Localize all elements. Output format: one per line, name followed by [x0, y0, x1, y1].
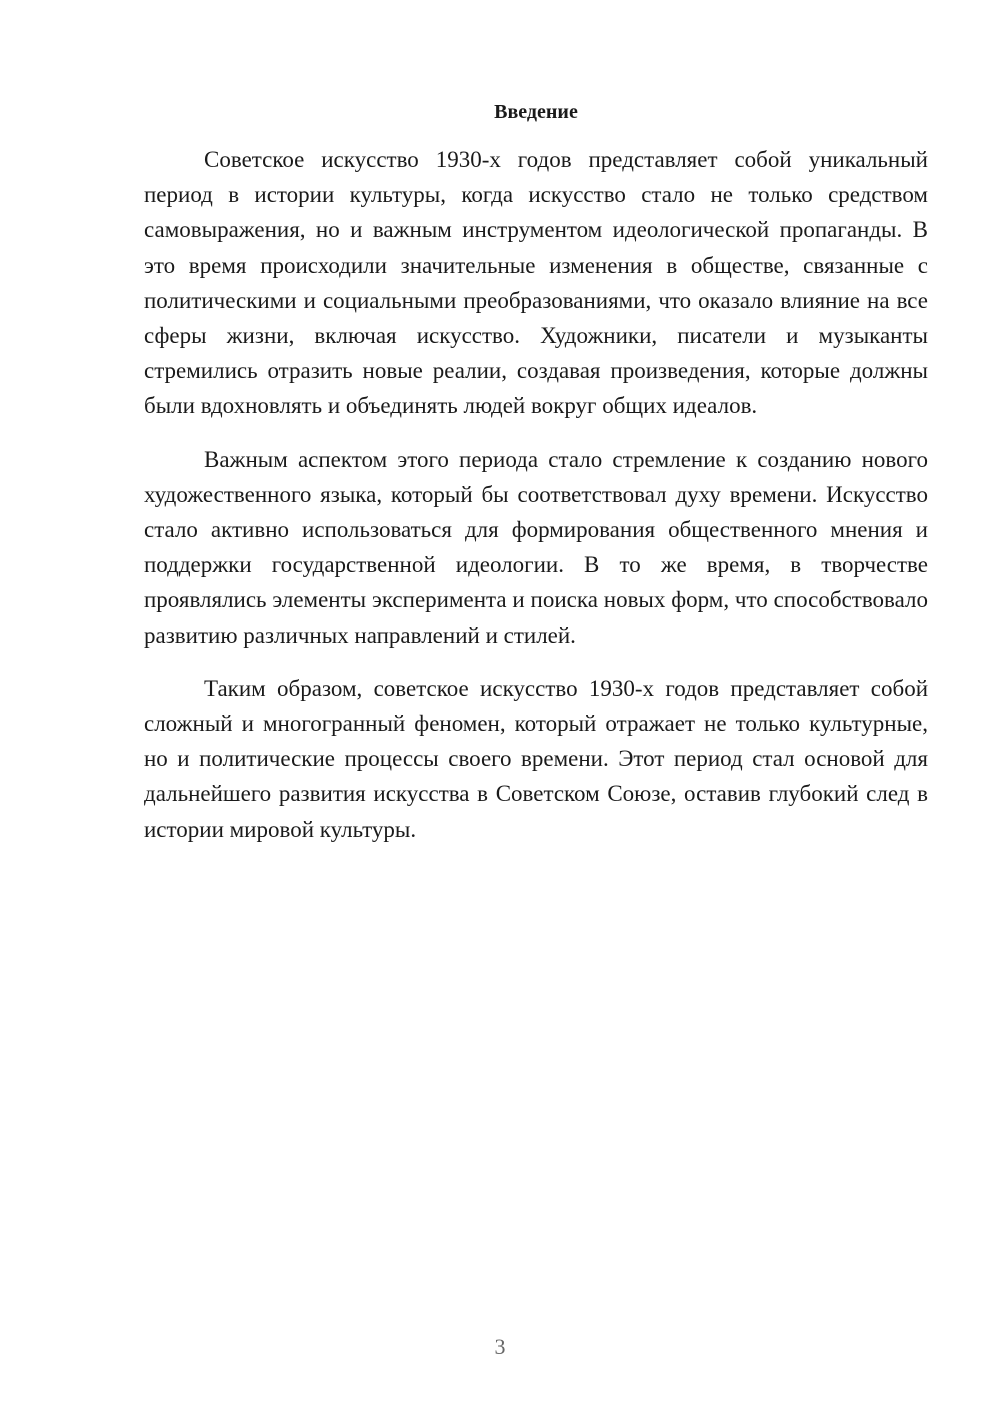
- section-heading: Введение: [494, 101, 578, 123]
- paragraph-3: Таким образом, советское искусство 1930-х годов представляет собой сложный и многогранный феномен, который отражает не только культурные, но и политические процессы своего времени. Этот период стал основой для дальнейшего развития искусства в Советском Союзе, оставив глубокий след в истории мировой культуры.: [144, 675, 928, 842]
- paragraph-2: Важным аспектом этого периода стало стремление к созданию нового художественного языка, который бы соответствовал духу времени. Искусство стало активно использоваться для формирования общественного мнения и поддержки государственной идеологии. В то же время, в творчестве проявлялись элементы эксперимента и поиска новых форм, что способствовало развитию различных направлений и стилей.: [144, 446, 928, 648]
- paragraph-1: Советское искусство 1930-х годов представляет собой уникальный период в истории культуры, когда искусство стало не только средством самовыражения, но и важным инструментом идеологической пропаганды. В это время происходили значительные изменения в обществе, связанные с политическими и социальными преобразованиями, что оказало влияние на все сферы жизни, включая искусство. Художники, писатели и музыканты стремились отразить новые реалии, создавая произведения, которые должны были вдохновлять и объединять людей вокруг общих идеалов.: [144, 147, 928, 419]
- body-text: [144, 142, 928, 865]
- page-number: 3: [494, 1334, 506, 1359]
